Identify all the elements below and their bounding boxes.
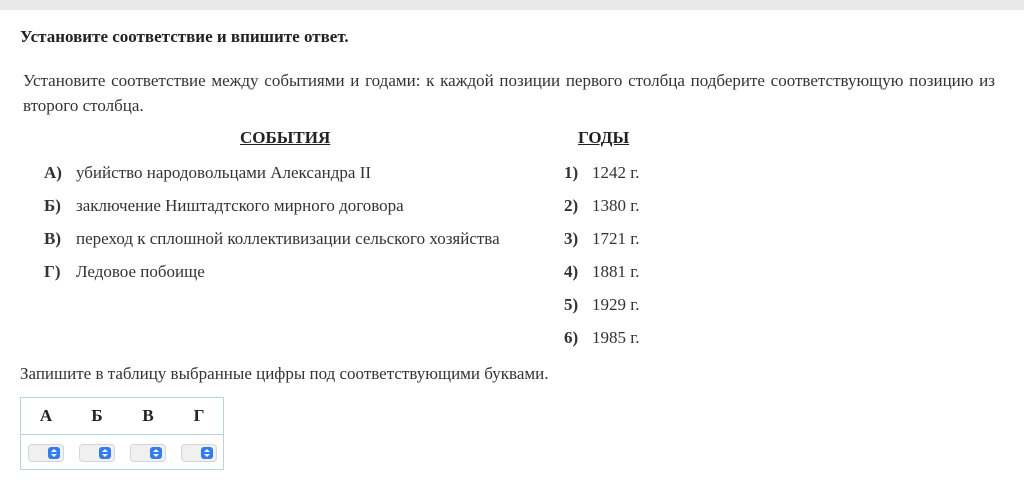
- answer-select-g[interactable]: [181, 444, 217, 462]
- answer-table-header: [21, 398, 223, 435]
- chevron-up-down-icon: [201, 447, 213, 459]
- years-column-header: ГОДЫ: [578, 128, 630, 147]
- event-letter: А): [44, 163, 62, 182]
- answer-select-a[interactable]: [28, 444, 64, 462]
- chevron-up-down-icon: [99, 447, 111, 459]
- year-text: 1721 г.: [592, 229, 640, 248]
- event-letter: Б): [44, 196, 61, 215]
- event-text: заключение Ништадтского мирного договора: [76, 196, 404, 215]
- event-item-g: [44, 262, 205, 282]
- answer-header-a: А: [39, 406, 53, 425]
- answer-select-b[interactable]: [79, 444, 115, 462]
- year-number: 3): [564, 229, 579, 248]
- answer-header-g: Г: [193, 406, 205, 425]
- year-text: 1380 г.: [592, 196, 640, 215]
- top-bar: [0, 0, 1024, 10]
- year-text: 1242 г.: [592, 163, 640, 182]
- year-text: 1985 г.: [592, 328, 640, 347]
- event-letter: Г): [44, 262, 61, 281]
- event-text: переход к сплошной коллективизации сельского хозяйства: [76, 229, 500, 248]
- year-text: 1929 г.: [592, 295, 640, 314]
- year-item-6: [564, 328, 640, 348]
- event-text: Ледовое побоище: [76, 262, 205, 281]
- answer-select-v[interactable]: [130, 444, 166, 462]
- chevron-up-down-icon: [48, 447, 60, 459]
- answer-header-b: Б: [91, 406, 103, 425]
- year-item-3: [564, 229, 640, 249]
- events-column-header: СОБЫТИЯ: [240, 128, 331, 147]
- event-item-a: [44, 163, 371, 183]
- answer-header-v: В: [142, 406, 154, 425]
- answer-instruction: Запишите в таблицу выбранные цифры под соответствующими буквами.: [20, 364, 549, 383]
- event-item-b: [44, 196, 404, 216]
- answer-table: [20, 397, 224, 470]
- chevron-up-down-icon: [150, 447, 162, 459]
- year-item-2: [564, 196, 640, 216]
- year-number: 4): [564, 262, 579, 281]
- event-text: убийство народовольцами Александра II: [76, 163, 372, 182]
- year-number: 5): [564, 295, 579, 314]
- year-number: 6): [564, 328, 579, 347]
- task-heading: Установите соответствие и впишите ответ.: [20, 27, 349, 46]
- year-item-1: [564, 163, 640, 183]
- year-number: 1): [564, 163, 579, 182]
- year-text: 1881 г.: [592, 262, 640, 281]
- event-item-v: [44, 229, 500, 249]
- year-item-5: [564, 295, 640, 315]
- year-item-4: [564, 262, 640, 282]
- task-text: Установите соответствие между событиями и годами: к каждой позиции первого столбца подберите соответствующую позицию из второго столбца.: [23, 71, 995, 115]
- event-letter: В): [44, 229, 61, 248]
- year-number: 2): [564, 196, 579, 215]
